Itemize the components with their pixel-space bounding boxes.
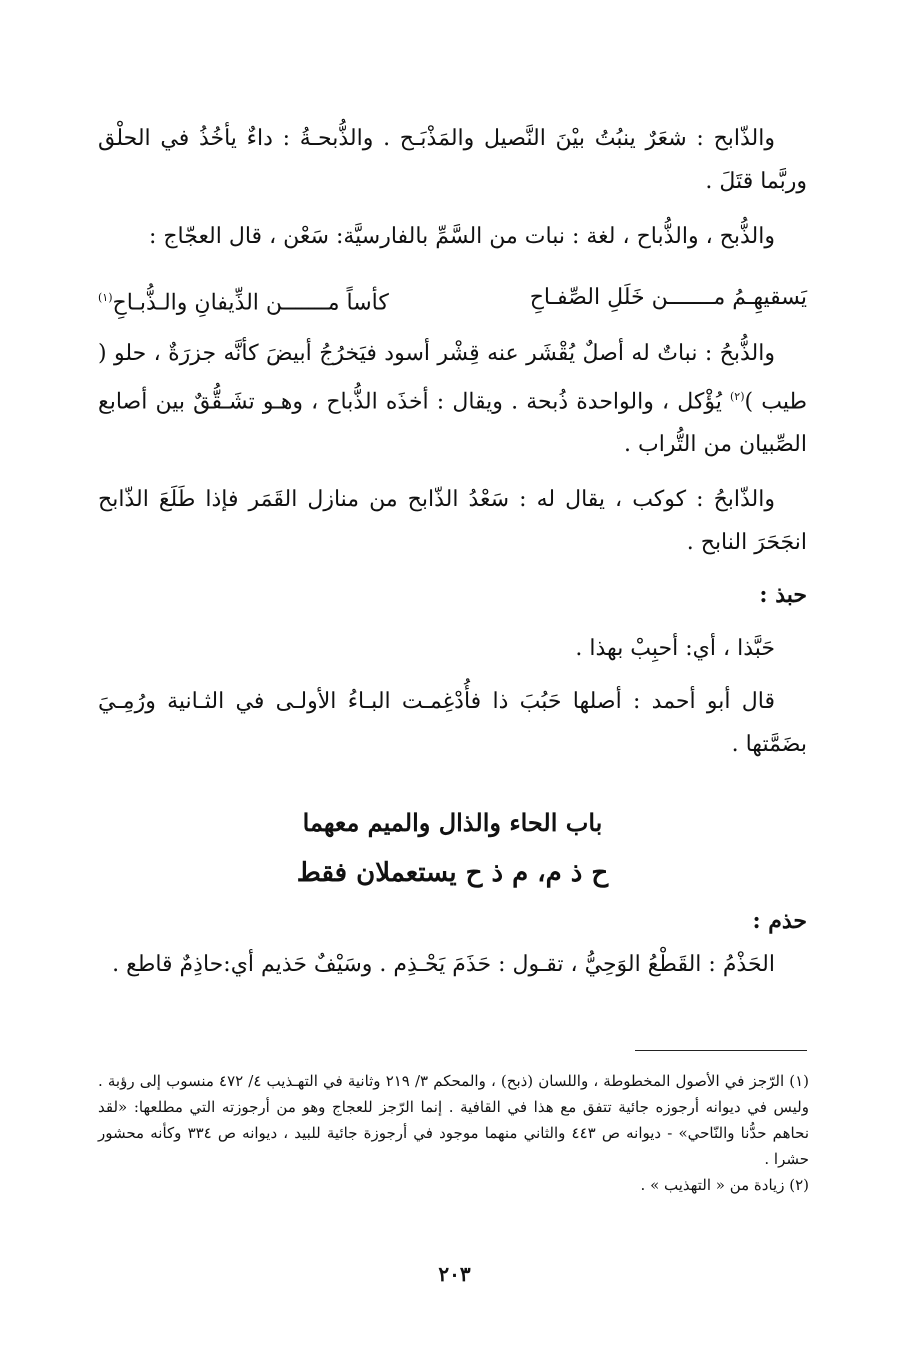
verse-first-hemistich: يَسقيهِـمُ مـــــــن خَلَلِ الصِّفـاحِ: [529, 285, 807, 310]
paragraph-dhubh-plant-part1: والذُّبحُ : نباتٌ له أصلٌ يُقْشَر عنه قِشْر أسود فيَخرُجُ أبيضَ كأنَّه جزرَةٌ ، حلو ( طيب ): [98, 341, 807, 415]
main-text-upper: [98, 117, 807, 258]
chapter-title: باب الحاء والذال والميم معهما: [302, 808, 603, 837]
paragraph-dhubh-plant: [98, 332, 807, 466]
entry-habdh: حبذ :: [759, 582, 807, 609]
verse-line: [98, 278, 807, 323]
paragraph-dhabih: والذّابح : شعَرٌ ينبُتُ بيْنَ النَّصيل والمَذْبَـح . والذُّبحـةُ : داءٌ يأخُذُ في الحلْق وربَّما قتَلَ .: [98, 126, 807, 194]
footnote-2: (٢) زيادة من « التهذيب » .: [640, 1176, 809, 1194]
chapter-subtitle: ح ذ م، م ذ ح يستعملان فقط: [296, 858, 609, 888]
paragraph-dhubh: والذُّبح ، والذُّباح ، لغة : نبات من السَّمِّ بالفارسيَّة: سَعْن ، قال العجّاج :: [148, 224, 775, 249]
footnote-ref-2: (٢): [730, 390, 745, 403]
page-number: ٢٠٣: [438, 1262, 471, 1286]
main-text-middle: [98, 332, 807, 766]
footnote-divider: [635, 1050, 807, 1051]
footnotes: [98, 1068, 809, 1198]
paragraph-abu-ahmad: قال أبو أحمد : أصلها حَبُبَ ذا فأُدْغِمـت البـاءُ الأولـى في الثـانية ورُمِـيَ بضَمَّتها .: [98, 689, 807, 758]
footnote-ref-1: (١): [98, 291, 113, 304]
entry-hadhm: حذم :: [752, 908, 807, 934]
paragraph-habbadha: حَبَّذا ، أي: أحبِبْ بهذا .: [575, 636, 775, 662]
paragraph-dhabih-star: والذّابحُ : كوكب ، يقال له : سَعْدُ الذّابح من منازل القَمَر فإذا طَلَعَ الذّابح انجَحَرَ النابح .: [98, 487, 807, 556]
verse-second-hemistich-text: كأساً مـــــــن الذِّيفانِ والـذُّبـاحِ: [112, 290, 389, 316]
footnote-1: (١) الرّجز في الأصول المخطوطة ، واللسان (ذبح) ، والمحكم ٣/ ٢١٩ وثانية في التهـذيب ٤/ ٤٧٢ منسوب إلى رؤبة . وليس في ديوانه أرجوزه جائية تتفق مع هذا في القافية . إنما الرّجز للعجاج وهو من أرجوزته التي مطلعها: «لقد نحاهم حدُّنا والنّاحي» - ديوانه ص ٤٤٣ والثاني منهما موجود في أرجوزة جائية للبيد ، ديوانه ص ٣٣٤ وكأنه محشور حشرا .: [98, 1072, 810, 1168]
verse-second-hemistich: [98, 278, 389, 323]
paragraph-dhubh-plant-part2: يُؤْكل ، والواحدة ذُبحة . ويقال : أخذَه الذُّباح ، وهـو تشَـقُّقٌ بين أصابع الصِّبيان من التُّراب .: [98, 389, 807, 458]
paragraph-hadhm: الحَذْمُ : القَطْعُ الوَحِيُّ ، تقـول : حَذَمَ يَحْـذِم . وسَيْفٌ حَذيم أي:حاذِمٌ قاطع .: [112, 952, 775, 977]
main-text-lower: [98, 900, 807, 986]
